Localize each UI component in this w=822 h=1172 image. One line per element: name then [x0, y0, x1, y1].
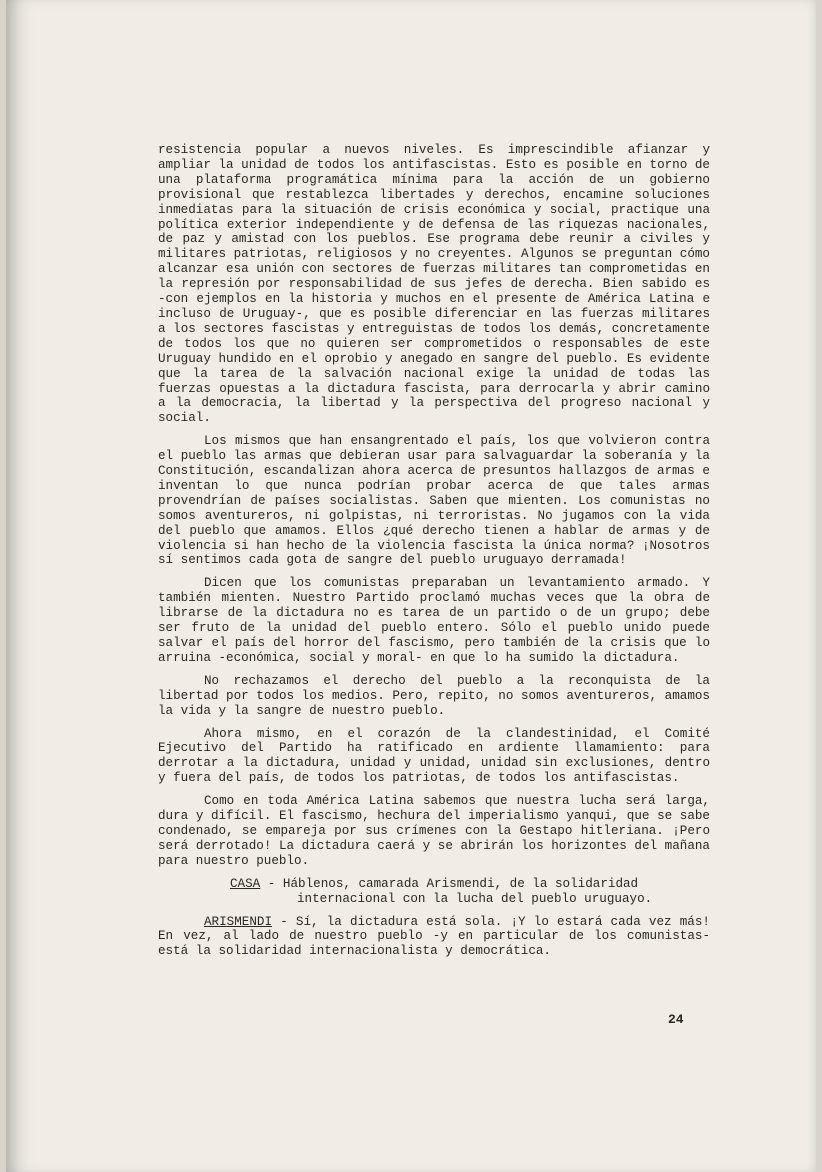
- paragraph-2: Los mismos que han ensangrentado el país, los que volvieron contra el pueblo las armas que debieran usar para salvaguardar la soberanía y la Constitución, escandalizan ahora acerca de presuntos hallazgos de armas e inventan lo que nunca podrían probar acerca de que tales armas provendrían de países socialistas. Saben que mienten. Los comunistas no somos aventureros, ni golpistas, ni terroristas. No jugamos con la vida del pueblo que amamos. Ellos ¿qué derecho tienen a hablar de armas y de violencia si han hecho de la violencia fascista la única norma? ¡Nosotros sí sentimos cada gota de sangre del pueblo uruguayo derramada!: [158, 434, 710, 568]
- document-page: [6, 0, 816, 1172]
- document-body: [158, 143, 710, 959]
- question-speaker: CASA: [230, 876, 261, 891]
- paragraph-3: Dicen que los comunistas preparaban un levantamiento armado. Y también mienten. Nuestro Partido proclamó muchas veces que la obra de librarse de la dictadura no es tarea de un partido o de un grupo; debe ser fruto de la unidad del pueblo entero. Sólo el pueblo unido puede salvar el país del horror del fascismo, pero también de la crisis que lo arruina -económica, social y moral- en que lo ha sumido la dictadura.: [158, 576, 710, 665]
- interview-question: [158, 877, 710, 907]
- answer-text: - Sí, la dictadura está sola. ¡Y lo estará cada vez más! En vez, al lado de nuestro pueblo -y en particular de los comunistas- está la solidaridad internacionalista y democrática.: [158, 914, 710, 959]
- interview-answer: [158, 915, 710, 960]
- paragraph-5: Ahora mismo, en el corazón de la clandestinidad, el Comité Ejecutivo del Partido ha ratificado en ardiente llamamiento: para derrotar a la dictadura, unidad y unidad, unidad sin exclusiones, dentro y fuera del país, de todos los patriotas, de todos los antifascistas.: [158, 726, 710, 786]
- answer-speaker: ARISMENDI: [204, 914, 273, 929]
- paragraph-4: No rechazamos el derecho del pueblo a la reconquista de la libertad por todos los medios. Pero, repito, no somos aventureros, amamos la vida y la sangre de nuestro pueblo.: [158, 673, 710, 718]
- paragraph-6: Como en toda América Latina sabemos que nuestra lucha será larga, dura y difícil. El fascismo, hechura del imperialismo yanqui, que se sabe condenado, se empareja por sus crímenes con la Gestapo hitleriana. ¡Pero será derrotado! La dictadura caerá y se abrirán los horizontes del mañana para nuestro pueblo.: [158, 794, 710, 868]
- page-number: 24: [668, 1012, 684, 1027]
- paragraph-1: resistencia popular a nuevos niveles. Es imprescindible afianzar y ampliar la unidad de todos los antifascistas. Esto es posible en torno de una plataforma programática mínima para la acción de un gobierno provisional que restablezca libertades y derechos, encamine soluciones inmediatas para la situación de crisis económica y social, practique una política exterior independiente y de defensa de las riquezas nacionales, de paz y amistad con los pueblos. Ese programa debe reunir a civiles y militares patriotas, religiosos y no creyentes. Algunos se preguntan cómo alcanzar esa unión con sectores de fuerzas militares tan comprometidas en la represión por responsabilidad de sus jefes de derecha. Bien sabido es -con ejemplos en la historia y muchos en el presente de América Latina e incluso de Uruguay-, que es posible diferenciar en las fuerzas militares a los sectores fascistas y entreguistas de todos los demás, concretamente de todos los que no quieren ser comprometidos o responsables de este Uruguay hundido en el oprobio y anegado en sangre del pueblo. Es evidente que la tarea de la salvación nacional exige la unidad de todas las fuerzas opuestas a la dictadura fascista, para derrocarla y abrir camino a la democracia, la libertad y la perspectiva del progreso nacional y social.: [158, 143, 710, 426]
- question-line-2: internacional con la lucha del pueblo uruguayo.: [297, 891, 653, 906]
- question-line-1: - Háblenos, camarada Arismendi, de la solidaridad: [267, 876, 639, 891]
